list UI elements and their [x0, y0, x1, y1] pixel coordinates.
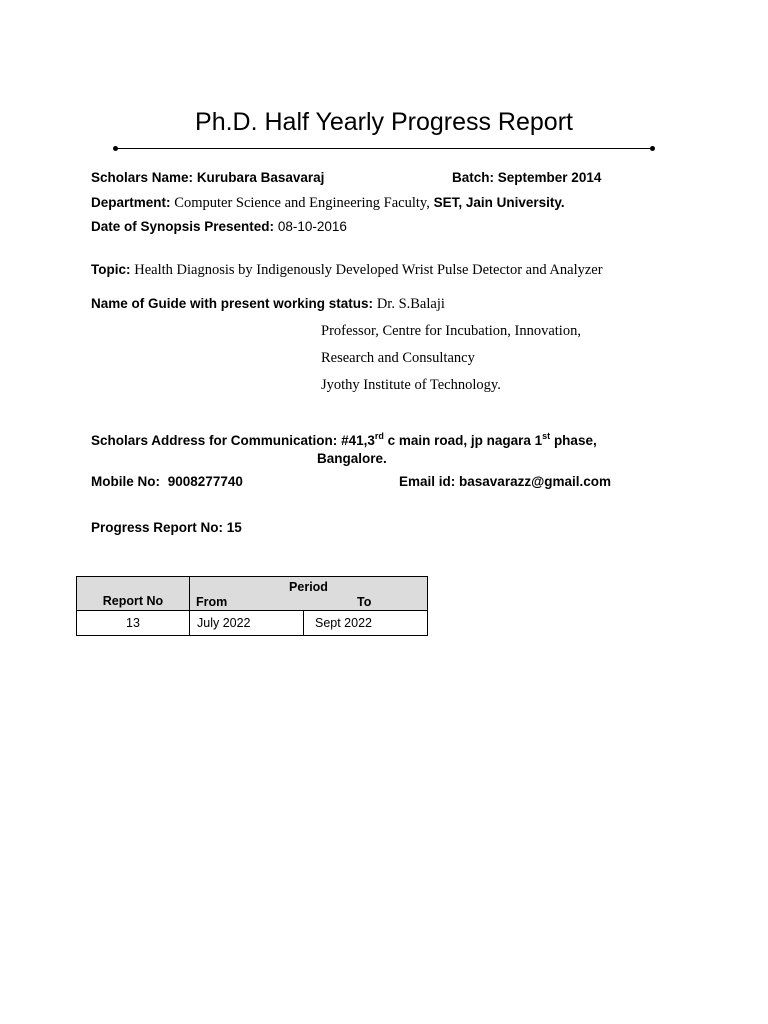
- department-value-bold: SET, Jain University.: [433, 195, 565, 210]
- address-part-3: phase,: [550, 433, 597, 448]
- topic-row: [91, 261, 603, 279]
- cell-from: July 2022: [190, 611, 304, 636]
- address-part-2: c main road, jp nagara 1: [383, 433, 543, 448]
- address-row: [91, 432, 597, 450]
- title-underline: [115, 148, 653, 149]
- mobile-row: [91, 473, 243, 491]
- topic-value: Health Diagnosis by Indigenously Developed Wrist Pulse Detector and Analyzer: [134, 262, 603, 278]
- address-line-2: Bangalore.: [317, 451, 387, 466]
- header-to: To: [357, 595, 372, 609]
- address-label: Scholars Address for Communication:: [91, 433, 338, 448]
- address-sup-1: rd: [374, 431, 384, 441]
- header-report-no: Report No: [77, 577, 190, 611]
- rule-left-dot: [113, 146, 118, 151]
- mobile-value: 9008277740: [167, 474, 243, 489]
- email-label: Email id:: [399, 474, 456, 489]
- guide-line-2: Research and Consultancy: [321, 350, 475, 366]
- email-row: [399, 473, 611, 491]
- guide-name: Dr. S.Balaji: [376, 296, 445, 312]
- cell-to: Sept 2022: [304, 611, 428, 636]
- header-period-group: [190, 577, 428, 611]
- batch-row: [452, 169, 601, 187]
- table-row: [77, 611, 428, 636]
- scholar-name-value: Kurubara Basavaraj: [196, 170, 325, 185]
- batch-value: September 2014: [497, 170, 602, 185]
- scholar-name-label: Scholars Name:: [91, 170, 194, 185]
- address-part-1: #41,3: [341, 433, 375, 448]
- synopsis-row: [91, 218, 347, 236]
- address-sup-2: st: [542, 431, 551, 441]
- table-header-row: [77, 577, 428, 611]
- header-period: Period: [289, 580, 328, 594]
- progress-report-row: [91, 519, 242, 537]
- topic-label: Topic:: [91, 262, 131, 277]
- department-label: Department:: [91, 195, 171, 210]
- progress-report-label: Progress Report No:: [91, 520, 224, 535]
- batch-label: Batch:: [452, 170, 495, 185]
- email-value: basavarazz@gmail.com: [459, 474, 612, 489]
- scholar-name-row: [91, 169, 324, 187]
- department-row: [91, 194, 565, 212]
- report-period-table: [76, 576, 428, 636]
- synopsis-value: 08-10-2016: [277, 219, 347, 234]
- synopsis-label: Date of Synopsis Presented:: [91, 219, 275, 234]
- guide-line-3: Jyothy Institute of Technology.: [321, 377, 501, 393]
- progress-report-value: 15: [226, 520, 242, 535]
- guide-label: Name of Guide with present working status:: [91, 296, 374, 311]
- guide-line-1: Professor, Centre for Incubation, Innovation,: [321, 323, 581, 339]
- mobile-label: Mobile No:: [91, 474, 160, 489]
- department-value-serif: Computer Science and Engineering Faculty,: [174, 195, 430, 211]
- header-from: From: [196, 595, 228, 609]
- rule-right-dot: [650, 146, 655, 151]
- page-title: Ph.D. Half Yearly Progress Report: [195, 108, 573, 136]
- cell-report-no: 13: [77, 611, 190, 636]
- guide-row: [91, 295, 445, 313]
